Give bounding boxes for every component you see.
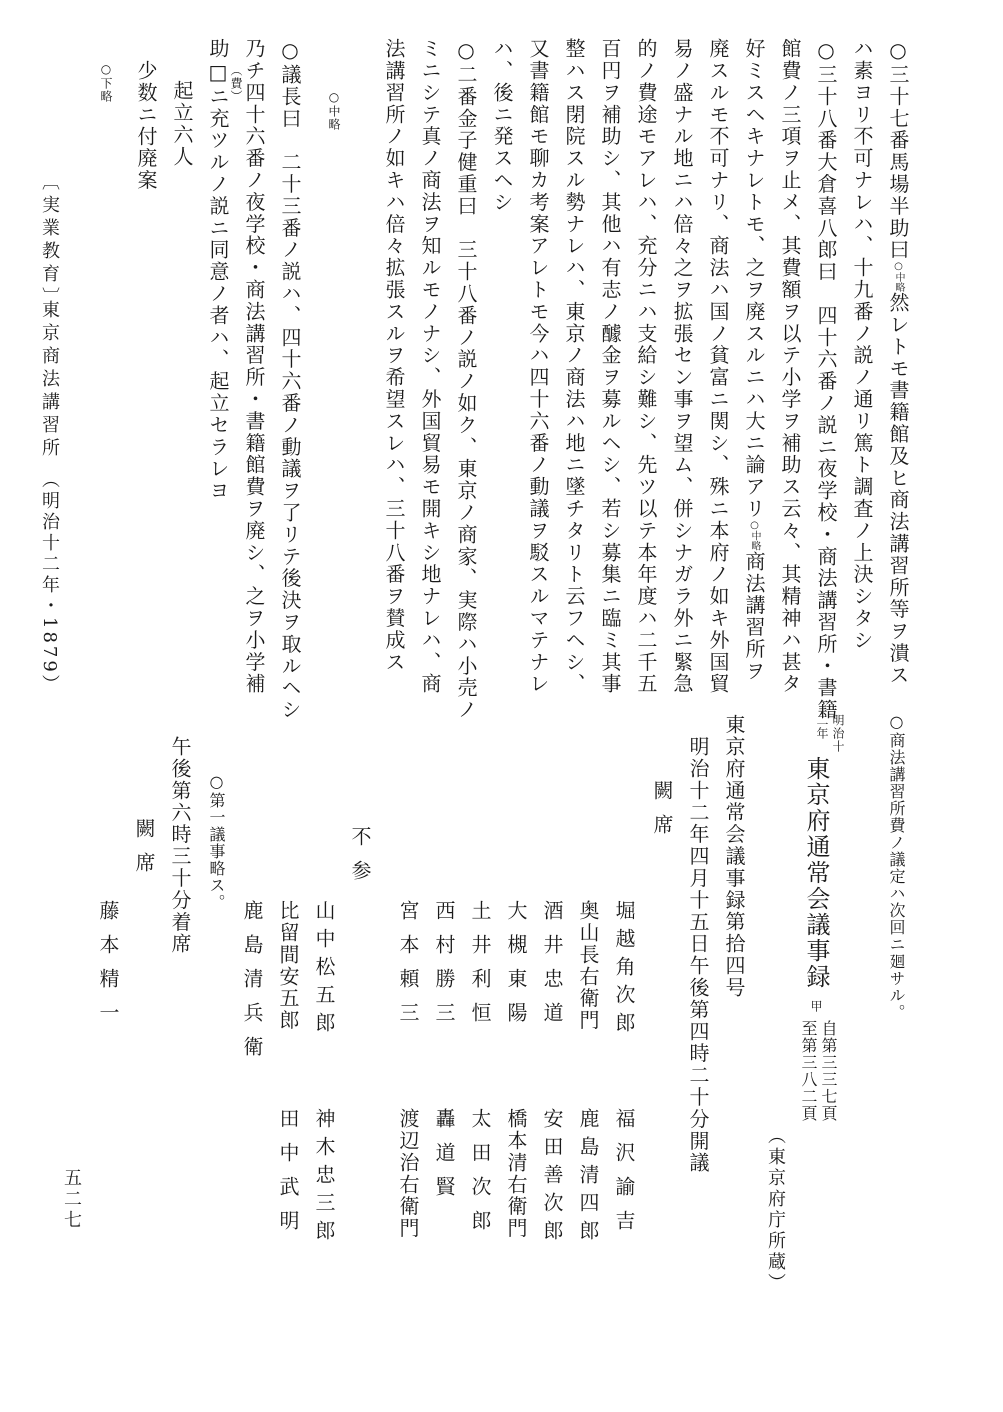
upper-line-15: 法講習所ノ如キハ倍々拡張スルヲ希望スレハ、三十八番ヲ賛成ス [382,38,406,674]
upper-line-8: 的ノ費途モアレハ、充分ニハ支給シ難シ、先ツ以テ本年度ハ二千五 [634,38,658,695]
absent-name: 福沢諭吉 [612,1108,636,1244]
title-mark: 甲 [809,1000,823,1013]
upper-line-13: ○二番金子健重曰 三十八番ノ説ノ如ク、東京ノ商家、実際ハ小売ノ [454,38,478,721]
absent-name: 橋本清右衛門 [504,1108,528,1240]
era-label: （明治十二年・1879） [39,470,60,696]
ruby-note: （費） [229,64,243,103]
nonattend-name: 神木忠三郎 [312,1108,336,1248]
nonattend-name: 田中武明 [276,1108,300,1244]
upper-line-10: 整ハス閉院スル勢ナレハ、東京ノ商法ハ地ニ墜チタリト云フヘシ、 [562,38,586,695]
nonattend-label: 不参 [348,826,372,894]
upper-line-11: 又書籍館モ聊カ考案アレトモ今ハ四十六番ノ動議ヲ駁スルマテナレ [526,38,550,695]
absent-name: 西村勝三 [432,900,456,1036]
section-title: 東京商法講習所 [39,300,60,461]
absent-name: 太田次郎 [468,1108,492,1244]
date-line: 明治十二年四月十五日午後第四時二十分開議 [686,736,710,1174]
upper-line-2: ハ素ヨリ不可ナレハ、十九番ノ説ノ通リ篤ト調査ノ上決シタシ [850,38,874,652]
holder-label: （東京府庁所蔵） [765,1126,786,1294]
upper-line-1: ○三十七番馬場半助曰○中略然レトモ書籍館及ヒ商法講習所等ヲ潰ス [886,38,910,687]
absent-name: 酒井忠道 [540,900,564,1036]
lower-line-1: ○商法講習所費ノ議定ハ次回ニ廻サル。 [887,712,906,1021]
page-number: 五二七 [61,1168,82,1231]
upper-line-9: 百円ヲ補助シ、其他ハ有志ノ醵金ヲ募ルヘシ、若シ募集ニ臨ミ其事 [598,38,622,695]
pages-bottom: 至第三八二頁 [799,1020,818,1122]
nonattend-name: 山中松五郎 [312,900,336,1040]
agenda-line: ○第一議事略ス。 [207,772,226,911]
upper-line-17: 乃チ四十六番ノ夜学校・商法講習所・書籍館費ヲ廃シ、之ヲ小学補 [242,38,266,695]
absent-label: 闕席 [132,818,156,886]
upper-line-6: 廃スルモ不可ナリ、商法ハ国ノ貧富ニ関シ、殊ニ本府ノ如キ外国貿 [706,38,730,695]
upper-line-5: 好ミスヘキナレトモ、之ヲ廃スルニハ大ニ論アリ○中略商法講習所ヲ [742,38,766,683]
absent-name: 土井利恒 [468,900,492,1036]
omission-note: ○中略 [749,519,760,551]
absent-name: 奥山長右衛門 [576,900,600,1032]
upper-line-4: 館費ノ三項ヲ止メ、其費額ヲ以テ小学ヲ補助ス云々、其精神ハ甚タ [778,38,802,695]
absent-label: 闕席 [650,780,674,848]
title-era-bottom: 二年 [815,714,829,740]
absent-name: 大槻東陽 [504,900,528,1036]
upper-line-16: ○議長曰 二十三番ノ説ハ、四十六番ノ動議ヲ了リテ後決ヲ取ルヘシ [278,38,302,721]
absent-name: 鹿島清四郎 [576,1108,600,1248]
upper-line-3: ○三十八番大倉喜八郎曰 四十六番ノ説ニ夜学校・商法講習所・書籍 [814,38,838,721]
close-line: 午後第六時三十分着席 [168,736,192,955]
omission-note: ○下略 [99,62,113,103]
upper-line-7: 易ノ盛ナル地ニハ倍々之ヲ拡張セン事ヲ望ム、併シナガラ外ニ緊急 [670,38,694,695]
record-title: 東京府通常会議事録 [802,756,830,990]
omission-note: ○中略 [327,90,341,131]
upper-line-20: 少数ニ付廃案 [134,60,158,192]
upper-line-12: ハ、後ニ発スヘシ [490,38,514,214]
absent-name: 堀越角次郎 [612,900,636,1040]
upper-line-14: ミニシテ真ノ商法ヲ知ルモノナシ、外国貿易モ開キシ地ナレハ、商 [418,38,442,695]
absent-name: 安田善次郎 [540,1108,564,1248]
absent-name: 宮本頼三 [396,900,420,1036]
record-number: 東京府通常会議事録第拾四号 [722,714,746,999]
nonattend-name: 鹿島清兵衛 [240,900,264,1070]
absent-name: 藤本精一 [96,900,120,1036]
absent-name: 轟道賢 [432,1108,456,1210]
upper-line-18: 助□ニ充ツルノ説ニ同意ノ者ハ、起立セラレヨ [206,38,230,502]
book-title: 〔実業教育〕 [39,172,60,310]
title-era-top: 明治十 [831,714,845,753]
absent-name: 渡辺治右衛門 [396,1108,420,1240]
omission-note: ○中略 [893,261,904,292]
nonattend-name: 比留間安五郎 [276,900,300,1032]
upper-line-19: 起立六人 [170,80,194,168]
pages-top: 自第三三七頁 [819,1020,838,1122]
